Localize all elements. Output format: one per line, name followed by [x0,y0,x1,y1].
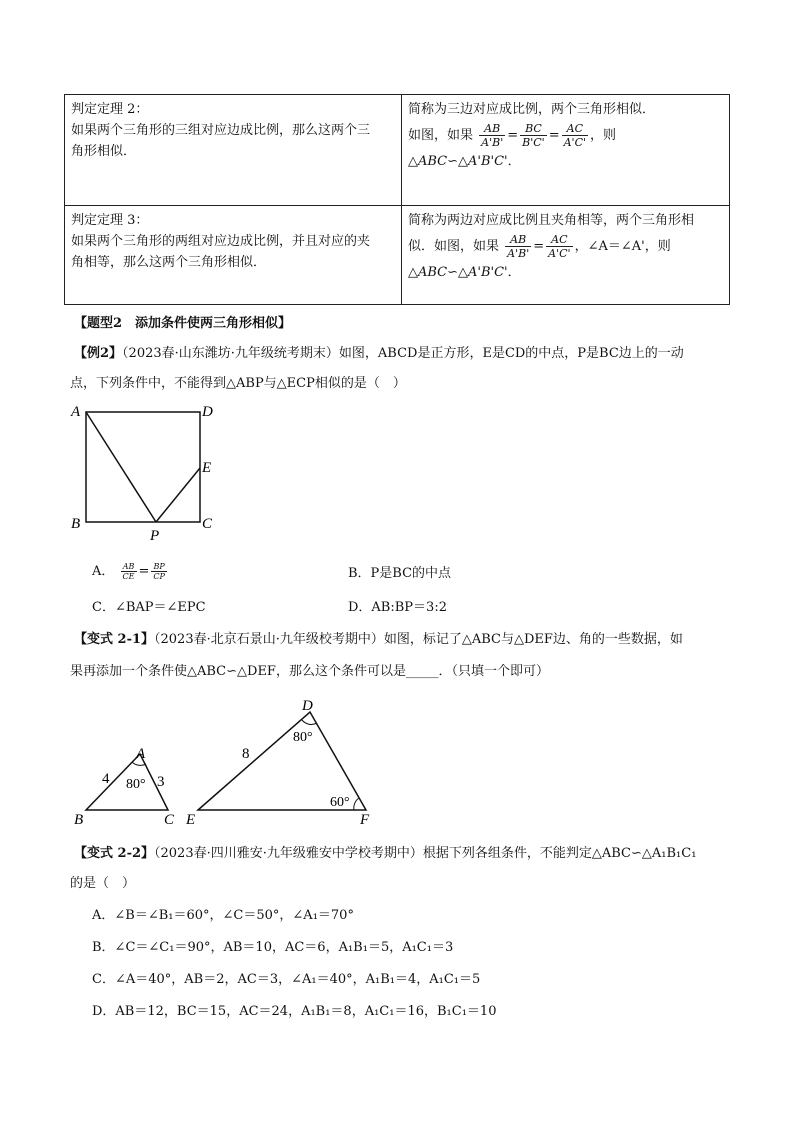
theorem3-text: 如果两个三角形的两组对应边成比例，并且对应的夹 角相等，那么这两个三角形相似． [71,234,371,270]
variant21-line1: 【变式 2-1】（2023春·北京石景山·九年级校考期中）如图，标记了△ABC与△DEF边、角的一些数据，如 [74,632,683,647]
triangles-figure [66,690,396,830]
square-abcd [86,412,200,522]
variant22-option-c: C．∠A＝40°，AB＝2，AC＝3，∠A₁＝40°，A₁B₁＝4，A₁C₁＝5 [92,972,481,987]
variant22-line2: 的是（ ） [70,876,136,891]
label-c: C [202,516,213,532]
example2-option-c: C．∠BAP＝∠EPC [92,600,206,615]
fraction: $\frac{AB}{CE}$ [122,562,135,581]
side-ab-length: 4 [102,771,110,787]
example2-line2: 点，下列条件中，不能得到△ABP与△ECP相似的是（ ） [70,376,406,391]
label-e: E [186,812,196,828]
angle-f-value: 60° [330,795,350,810]
fraction: $\frac{BC}{B'C'}$ [522,122,545,149]
theorem2-right [402,95,730,206]
label-e: E [202,460,212,476]
variant21-line2: 果再添加一个条件使△ABC∽△DEF，那么这个条件可以是_____．（只填一个即可） [70,664,549,679]
label-b: B [71,516,81,532]
label-a: A [71,404,81,420]
theorem3-summary: 简称为两边对应成比例且夹角相等，两个三角形相 [408,213,695,228]
fraction: $\frac{AC}{A'C'}$ [563,122,587,149]
segment-ap [86,412,156,522]
label-c: C [164,812,175,828]
variant22-option-a: A．∠B＝∠B₁＝60°，∠C＝50°，∠A₁＝70° [92,908,354,923]
label-a: A [136,746,146,762]
fraction: $\frac{BP}{CP}$ [153,562,165,581]
theorem2-summary: 简称为三边对应成比例，两个三角形相似． [408,102,656,117]
angle-a-value: 80° [126,777,146,792]
example2-option-d: D．AB:BP＝3:2 [348,600,447,615]
fraction: $\frac{AB}{A'B'}$ [481,122,504,149]
theorem2-formula: 如图，如果 $\frac{AB}{A'B'}$ = $\frac{BC}{B'C'}$ = $\frac{AC}{A'C'}$ ，则 [408,122,617,149]
angle-f-arc [354,798,359,810]
angle-d-value: 80° [293,730,313,745]
side-de-length: 8 [242,746,250,762]
label-d: D [302,698,313,714]
example2-line1: 【例2】（2023春·山东潍坊·九年级统考期末）如图，ABCD是正方形，E是CD的中点，P是BC边上的一动 [74,346,684,361]
theorem2-conclusion: △ABC∽△A'B'C'． [408,154,521,169]
variant22-option-d: D．AB＝12，BC＝15，AC＝24，A₁B₁＝8，A₁C₁＝16，B₁C₁＝10 [92,1004,497,1019]
theorem3-title: 判定定理 3： [71,213,149,228]
example2-option-b: B．P是BC的中点 [348,566,452,581]
theorem2-title: 判定定理 2： [71,102,149,117]
variant22-line1: 【变式 2-2】（2023春·四川雅安·九年级雅安中学校考期中）根据下列各组条件，不能判定△ABC∽△A₁B₁C₁ [74,846,697,861]
variant22-option-b: B．∠C＝∠C₁＝90°，AB＝10，AC＝6，A₁B₁＝5，A₁C₁＝3 [92,940,454,955]
fraction: $\frac{AC}{A'C'}$ [548,233,571,260]
fraction: $\frac{AB}{A'B'}$ [507,233,530,260]
label-p: P [150,528,160,544]
theorem2-left [65,95,402,206]
label-b: B [74,812,84,828]
square-figure [66,400,226,545]
segment-pe [156,468,200,522]
label-f: F [360,812,370,828]
theorem3-right [402,206,730,305]
section-heading: 【题型2 添加条件使两三角形相似】 [74,316,292,331]
theorem3-formula: 似．如图，如果 $\frac{AB}{A'B'}$ = $\frac{AC}{A'C'}$ ，∠A＝∠A'，则 [408,233,671,260]
theorem3-left [65,206,402,305]
theorem2-text: 如果两个三角形的三组对应边成比例，那么这两个三 角形相似． [71,123,371,159]
theorem3-conclusion: △ABC∽△A'B'C'． [408,265,521,280]
theorem-table [64,94,730,305]
example2-option-a: A． $\frac{AB}{CE}$ = $\frac{BP}{CP}$ [92,562,165,581]
side-ac-length: 3 [157,774,165,790]
label-d: D [202,404,213,420]
